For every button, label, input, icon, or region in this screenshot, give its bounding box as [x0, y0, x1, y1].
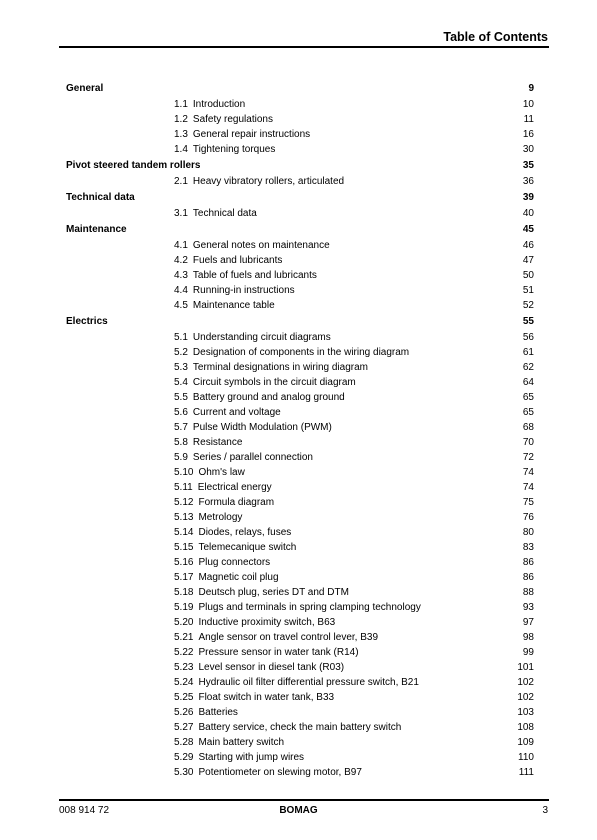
- toc-section-number: 5.11: [174, 482, 193, 493]
- toc-section-title: Batteries: [198, 707, 238, 718]
- toc-section-title: Running-in instructions: [192, 285, 295, 296]
- toc-page-number: 62: [522, 362, 534, 373]
- toc-section-row[interactable]: [0, 480, 597, 495]
- toc-section-row[interactable]: [0, 112, 597, 127]
- toc-section-number: 5.27: [174, 722, 194, 733]
- toc-section-number: 5.24: [174, 677, 194, 688]
- toc-chapter-title: Maintenance: [66, 224, 127, 235]
- toc-section-title: Safety regulations: [192, 114, 273, 125]
- toc-section-label: [174, 206, 257, 221]
- toc-section-number: 5.26: [174, 707, 194, 718]
- toc-section-title: Inductive proximity switch, B63: [198, 617, 336, 628]
- toc-section-row[interactable]: [0, 375, 597, 390]
- toc-page-number: 16: [522, 129, 534, 140]
- toc-section-number: 4.1: [174, 240, 188, 251]
- toc-section-row[interactable]: [0, 720, 597, 735]
- toc-section-number: 5.23: [174, 662, 194, 673]
- toc-section-row[interactable]: [0, 206, 597, 221]
- toc-section-label: [174, 360, 368, 375]
- toc-page-number: 47: [522, 255, 534, 266]
- toc-page-number: 51: [522, 285, 534, 296]
- toc-section-title: Magnetic coil plug: [198, 572, 279, 583]
- toc-page-number: 74: [522, 467, 534, 478]
- toc-section-title: Designation of components in the wiring diagram: [192, 347, 410, 358]
- toc-page-number: 35: [522, 160, 534, 171]
- toc-page-number: 102: [517, 677, 534, 688]
- toc-section-row[interactable]: [0, 735, 597, 750]
- toc-section-row[interactable]: [0, 630, 597, 645]
- toc-page-number: 86: [522, 557, 534, 568]
- toc-section-label: [174, 405, 281, 420]
- toc-section-row[interactable]: [0, 238, 597, 253]
- toc-section-title: Pressure sensor in water tank (R14): [198, 647, 359, 658]
- toc-section-title: Metrology: [198, 512, 243, 523]
- toc-section-number: 5.19: [174, 602, 194, 613]
- toc-page-number: 99: [522, 647, 534, 658]
- toc-page-number: 108: [517, 722, 534, 733]
- toc-page-number: 103: [517, 707, 534, 718]
- toc-section-number: 5.5: [174, 392, 188, 403]
- toc-page-number: 74: [522, 482, 534, 493]
- footer-page-number: 3: [542, 805, 548, 816]
- toc-section-title: General notes on maintenance: [192, 240, 330, 251]
- toc-section-number: 1.1: [174, 99, 188, 110]
- toc-section-label: [174, 298, 275, 313]
- toc-section-number: 1.2: [174, 114, 188, 125]
- toc-section-title: Main battery switch: [198, 737, 285, 748]
- toc-section-label: [174, 450, 313, 465]
- toc-section-row[interactable]: [0, 97, 597, 112]
- toc-section-title: Resistance: [192, 437, 243, 448]
- toc-page-number: 101: [517, 662, 534, 673]
- toc-page-number: 11: [523, 114, 534, 125]
- toc-section-title: Current and voltage: [192, 407, 281, 418]
- toc-section-label: [174, 750, 304, 765]
- toc-page-number: 46: [522, 240, 534, 251]
- toc-page-number: 10: [522, 99, 534, 110]
- toc-page-number: 52: [522, 300, 534, 311]
- toc-chapter-row[interactable]: [0, 313, 597, 330]
- toc-page-number: 40: [522, 208, 534, 219]
- toc-section-row[interactable]: [0, 465, 597, 480]
- toc-section-row[interactable]: [0, 555, 597, 570]
- toc-section-row[interactable]: [0, 420, 597, 435]
- toc-section-number: 4.4: [174, 285, 188, 296]
- toc-page-number: 97: [522, 617, 534, 628]
- toc-section-number: 5.18: [174, 587, 194, 598]
- toc-section-title: Technical data: [192, 208, 257, 219]
- toc-section-number: 5.13: [174, 512, 194, 523]
- toc-section-number: 5.9: [174, 452, 188, 463]
- toc-section-title: Pulse Width Modulation (PWM): [192, 422, 332, 433]
- toc-chapter-row[interactable]: [0, 157, 597, 174]
- toc-section-label: [174, 268, 317, 283]
- toc-section-label: [174, 540, 296, 555]
- toc-section-title: Series / parallel connection: [192, 452, 313, 463]
- toc-section-label: [174, 495, 274, 510]
- toc-section-title: Float switch in water tank, B33: [198, 692, 335, 703]
- toc-page-number: 72: [522, 452, 534, 463]
- toc-section-title: Starting with jump wires: [198, 752, 305, 763]
- toc-section-title: Table of fuels and lubricants: [192, 270, 317, 281]
- toc-page-number: 111: [518, 767, 534, 778]
- toc-section-row[interactable]: [0, 690, 597, 705]
- toc-section-number: 5.17: [174, 572, 194, 583]
- toc-section-label: [174, 480, 272, 495]
- toc-page-number: 64: [522, 377, 534, 388]
- page-header-title: Table of Contents: [443, 30, 548, 44]
- toc-section-row[interactable]: [0, 127, 597, 142]
- toc-section-number: 1.4: [174, 144, 188, 155]
- toc-section-title: Potentiometer on slewing motor, B97: [198, 767, 362, 778]
- toc-chapter-row[interactable]: [0, 81, 597, 97]
- toc-page-number: 98: [522, 632, 534, 643]
- toc-section-row[interactable]: [0, 142, 597, 157]
- toc-section-number: 5.29: [174, 752, 194, 763]
- toc-section-label: [174, 675, 419, 690]
- toc-section-title: Battery ground and analog ground: [192, 392, 345, 403]
- toc-section-title: Battery service, check the main battery switch: [198, 722, 402, 733]
- toc-section-title: Level sensor in diesel tank (R03): [198, 662, 345, 673]
- toc-section-label: [174, 585, 349, 600]
- toc-section-title: Terminal designations in wiring diagram: [192, 362, 368, 373]
- toc-section-row[interactable]: [0, 585, 597, 600]
- toc-page-number: 86: [522, 572, 534, 583]
- toc-page-number: 109: [517, 737, 534, 748]
- toc-section-label: [174, 660, 344, 675]
- toc-section-number: 5.28: [174, 737, 194, 748]
- toc-section-title: Heavy vibratory rollers, articulated: [192, 176, 345, 187]
- toc-page-number: 83: [522, 542, 534, 553]
- toc-page-number: 45: [522, 224, 534, 235]
- toc-page-number: 68: [522, 422, 534, 433]
- toc-section-row[interactable]: [0, 283, 597, 298]
- toc-chapter-title: Technical data: [66, 192, 135, 203]
- toc-page-number: 61: [522, 347, 534, 358]
- toc-section-number: 4.3: [174, 270, 188, 281]
- toc-section-label: [174, 435, 242, 450]
- toc-section-row[interactable]: [0, 570, 597, 585]
- toc-section-label: [174, 630, 378, 645]
- toc-section-title: Ohm's law: [198, 467, 245, 478]
- toc-section-title: Diodes, relays, fuses: [198, 527, 292, 538]
- toc-section-title: General repair instructions: [192, 129, 311, 140]
- toc-section-number: 3.1: [174, 208, 188, 219]
- toc-section-label: [174, 283, 295, 298]
- toc-section-number: 5.15: [174, 542, 194, 553]
- toc-page-number: 39: [522, 192, 534, 203]
- toc-section-title: Plug connectors: [198, 557, 271, 568]
- toc-section-number: 5.4: [174, 377, 188, 388]
- toc-section-row[interactable]: [0, 765, 597, 780]
- toc-section-number: 5.20: [174, 617, 194, 628]
- toc-section-row[interactable]: [0, 390, 597, 405]
- toc-page-number: 76: [522, 512, 534, 523]
- toc-section-row[interactable]: [0, 660, 597, 675]
- toc-section-number: 5.21: [174, 632, 194, 643]
- toc-section-number: 5.8: [174, 437, 188, 448]
- toc-section-title: Introduction: [192, 99, 246, 110]
- toc-section-number: 5.1: [174, 332, 188, 343]
- toc-section-number: 1.3: [174, 129, 188, 140]
- toc-page-number: 50: [522, 270, 534, 281]
- toc-section-row[interactable]: [0, 525, 597, 540]
- toc-section-title: Maintenance table: [192, 300, 275, 311]
- toc-section-label: [174, 345, 409, 360]
- toc-section-label: [174, 645, 359, 660]
- toc-section-label: [174, 375, 356, 390]
- footer-rule: [59, 799, 549, 801]
- toc-section-number: 5.30: [174, 767, 194, 778]
- toc-section-label: [174, 97, 245, 112]
- toc-section-label: [174, 525, 291, 540]
- toc-page-number: 80: [522, 527, 534, 538]
- toc-page-number: 93: [522, 602, 534, 613]
- toc-section-row[interactable]: [0, 174, 597, 189]
- toc-section-number: 5.25: [174, 692, 194, 703]
- toc-page-number: 102: [517, 692, 534, 703]
- toc-section-number: 2.1: [174, 176, 188, 187]
- toc-section-number: 5.12: [174, 497, 194, 508]
- toc-list: [0, 81, 597, 780]
- toc-section-row[interactable]: [0, 615, 597, 630]
- toc-section-row[interactable]: [0, 435, 597, 450]
- toc-section-row[interactable]: [0, 750, 597, 765]
- toc-page-number: 30: [522, 144, 534, 155]
- toc-section-number: 5.22: [174, 647, 194, 658]
- toc-chapter-title: Electrics: [66, 316, 108, 327]
- toc-section-number: 5.6: [174, 407, 188, 418]
- toc-section-label: [174, 615, 335, 630]
- header-rule: [59, 46, 549, 48]
- toc-section-label: [174, 765, 362, 780]
- footer-brand: BOMAG: [279, 805, 318, 816]
- footer-doc-number: 008 914 72: [59, 805, 110, 816]
- toc-section-label: [174, 420, 332, 435]
- toc-section-label: [174, 465, 245, 480]
- toc-section-label: [174, 720, 401, 735]
- toc-section-label: [174, 555, 270, 570]
- toc-section-title: Formula diagram: [198, 497, 275, 508]
- toc-section-row[interactable]: [0, 330, 597, 345]
- toc-section-row[interactable]: [0, 675, 597, 690]
- toc-page-number: 70: [522, 437, 534, 448]
- toc-section-number: 4.2: [174, 255, 188, 266]
- toc-section-row[interactable]: [0, 600, 597, 615]
- toc-section-number: 5.7: [174, 422, 188, 433]
- toc-chapter-title: Pivot steered tandem rollers: [66, 160, 201, 171]
- toc-chapter-row[interactable]: [0, 189, 597, 206]
- toc-chapter-row[interactable]: [0, 221, 597, 238]
- toc-page-number: 110: [518, 752, 534, 763]
- toc-section-row[interactable]: [0, 450, 597, 465]
- toc-section-title: Understanding circuit diagrams: [192, 332, 331, 343]
- toc-chapter-title: General: [66, 83, 104, 94]
- toc-page-number: 88: [522, 587, 534, 598]
- toc-section-title: Fuels and lubricants: [192, 255, 283, 266]
- toc-section-label: [174, 570, 279, 585]
- toc-section-row[interactable]: [0, 540, 597, 555]
- toc-section-label: [174, 690, 334, 705]
- toc-section-label: [174, 600, 421, 615]
- toc-section-title: Electrical energy: [197, 482, 272, 493]
- toc-section-number: 5.16: [174, 557, 194, 568]
- toc-page-number: 65: [522, 392, 534, 403]
- toc-page-number: 65: [522, 407, 534, 418]
- toc-section-label: [174, 330, 331, 345]
- toc-page-number: 36: [522, 176, 534, 187]
- toc-section-title: Circuit symbols in the circuit diagram: [192, 377, 356, 388]
- toc-section-number: 5.3: [174, 362, 188, 373]
- toc-section-title: Telemecanique switch: [198, 542, 297, 553]
- toc-section-label: [174, 735, 284, 750]
- toc-section-row[interactable]: [0, 268, 597, 283]
- toc-section-row[interactable]: [0, 360, 597, 375]
- toc-section-number: 4.5: [174, 300, 188, 311]
- toc-section-row[interactable]: [0, 405, 597, 420]
- toc-section-title: Hydraulic oil filter differential pressure switch, B21: [198, 677, 419, 688]
- toc-section-number: 5.10: [174, 467, 194, 478]
- toc-section-row[interactable]: [0, 645, 597, 660]
- toc-section-label: [174, 253, 282, 268]
- toc-section-row[interactable]: [0, 510, 597, 525]
- toc-section-label: [174, 238, 330, 253]
- toc-page-number: 9: [528, 83, 534, 94]
- toc-section-row[interactable]: [0, 495, 597, 510]
- toc-page-number: 56: [522, 332, 534, 343]
- toc-section-label: [174, 112, 273, 127]
- toc-section-title: Angle sensor on travel control lever, B39: [198, 632, 379, 643]
- toc-section-row[interactable]: [0, 298, 597, 313]
- toc-section-label: [174, 127, 310, 142]
- toc-section-label: [174, 510, 242, 525]
- toc-section-title: Plugs and terminals in spring clamping technology: [198, 602, 421, 613]
- toc-section-number: 5.14: [174, 527, 194, 538]
- toc-section-title: Deutsch plug, series DT and DTM: [198, 587, 349, 598]
- toc-section-label: [174, 705, 238, 720]
- toc-section-row[interactable]: [0, 253, 597, 268]
- toc-section-label: [174, 390, 345, 405]
- toc-section-row[interactable]: [0, 705, 597, 720]
- toc-section-row[interactable]: [0, 345, 597, 360]
- toc-section-label: [174, 142, 275, 157]
- toc-section-label: [174, 174, 344, 189]
- toc-section-number: 5.2: [174, 347, 188, 358]
- toc-page-number: 55: [522, 316, 534, 327]
- toc-page-number: 75: [522, 497, 534, 508]
- toc-section-title: Tightening torques: [192, 144, 276, 155]
